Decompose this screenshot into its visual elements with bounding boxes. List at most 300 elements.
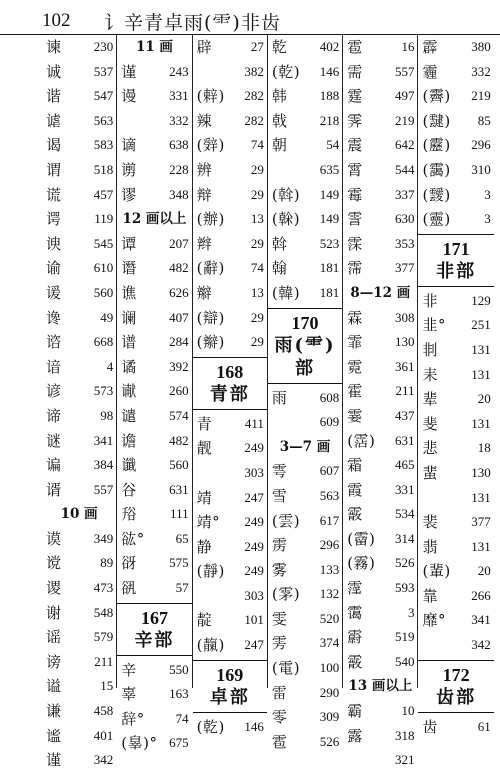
index-entry: [117, 682, 191, 707]
index-entry: [42, 232, 116, 257]
index-entry: [268, 158, 342, 183]
index-entry: [268, 607, 342, 632]
entry-character: (靈): [422, 210, 451, 229]
index-entry: [418, 84, 493, 109]
entry-page-number: 547: [93, 88, 114, 104]
entry-character: 雩: [271, 462, 288, 481]
entry-page-number: 54: [326, 137, 340, 153]
entry-page-number: 518: [93, 161, 114, 177]
entry-character: 蜚: [422, 463, 438, 482]
index-entry: [193, 608, 267, 633]
index-entry: [42, 650, 116, 675]
entry-page-number: 526: [319, 733, 340, 749]
index-entry: [418, 486, 493, 511]
entry-page-number: 260: [169, 383, 189, 399]
index-entry: [117, 658, 191, 683]
entry-page-number: 303: [244, 587, 264, 603]
index-entry: [268, 656, 342, 681]
index-entry: [418, 35, 493, 60]
entry-page-number: 563: [319, 487, 340, 503]
index-entry: [117, 232, 191, 257]
entry-page-number: 519: [394, 629, 415, 645]
radical-number: 170: [291, 312, 319, 333]
index-entry: [42, 625, 116, 650]
entry-character: 谡: [46, 579, 62, 598]
entry-character: 谒: [46, 136, 62, 155]
entry-character: 雳: [271, 536, 288, 555]
entry-page-number: 523: [319, 235, 340, 251]
entry-page-number: 290: [319, 684, 340, 700]
index-entry: [343, 551, 417, 576]
entry-page-number: 146: [244, 718, 264, 734]
entry-page-number: 437: [394, 407, 415, 423]
entry-page-number: 609: [319, 414, 340, 430]
index-entry: [117, 429, 191, 454]
entry-page-number: 131: [471, 538, 491, 554]
index-entry: [418, 133, 493, 158]
entry-page-number: 392: [169, 358, 189, 374]
entry-page-number: 384: [93, 457, 114, 473]
entry-page-number: 353: [394, 235, 415, 251]
entry-page-number: 332: [471, 63, 491, 79]
index-entry: [42, 35, 116, 60]
index-entry: [117, 576, 191, 601]
entry-page-number: 57: [175, 580, 189, 596]
entry-character: 辛: [121, 660, 137, 679]
entry-character: (雲): [271, 511, 301, 530]
index-entry: [268, 281, 342, 306]
entry-page-number: 247: [244, 489, 264, 505]
index-entry: [343, 625, 417, 650]
entry-page-number: 583: [93, 137, 114, 153]
entry-character: 谨: [46, 751, 62, 770]
entry-character: 谱: [121, 333, 137, 352]
entry-character: 谰: [121, 308, 137, 327]
entry-page-number: 211: [94, 653, 114, 669]
entry-character: 谳: [121, 382, 137, 401]
entry-character: 青: [196, 414, 213, 433]
index-entry: [117, 84, 191, 109]
index-entry: [42, 133, 116, 158]
index-entry: [343, 183, 417, 208]
entry-page-number: 266: [471, 587, 491, 603]
index-entry: [117, 551, 191, 576]
entry-page-number: 29: [250, 334, 264, 350]
radical-number: 171: [442, 238, 470, 259]
entry-character: 雨: [271, 388, 288, 407]
index-entry: [42, 183, 116, 208]
entry-character: (靉): [422, 185, 451, 204]
entry-page-number: 149: [319, 186, 340, 202]
index-entry: [42, 281, 116, 306]
entry-page-number: 610: [93, 260, 114, 276]
entry-page-number: 230: [93, 39, 114, 54]
entry-page-number: 348: [169, 186, 189, 202]
entry-character: 霞: [347, 480, 363, 499]
index-entry: [42, 674, 116, 699]
entry-page-number: 545: [93, 235, 114, 251]
entry-page-number: 3: [484, 211, 491, 227]
index-entry: [193, 412, 267, 437]
entry-character: 霉: [347, 185, 363, 204]
entry-character: 韭°: [422, 316, 446, 335]
entry-character: 谕: [46, 259, 62, 278]
entry-character: 斡: [271, 234, 288, 253]
entry-page-number: 247: [244, 637, 264, 653]
radical-name: 齿部: [436, 686, 477, 708]
index-entry: [418, 559, 493, 584]
entry-character: 辨: [196, 160, 213, 179]
index-entry: [268, 631, 342, 656]
entry-page-number: 310: [471, 161, 491, 177]
radical-name: 卓部: [209, 686, 250, 708]
entry-character: 谻: [121, 579, 137, 598]
index-entry: [343, 60, 417, 85]
entry-page-number: 13: [250, 284, 264, 300]
entry-page-number: 85: [477, 112, 491, 128]
entry-page-number: 219: [394, 112, 415, 128]
index-entry: [193, 60, 267, 85]
index-entry: [343, 379, 417, 404]
index-entry: [42, 207, 116, 232]
entry-character: 霾: [422, 62, 438, 81]
entry-character: 谩: [121, 87, 137, 106]
index-entry: [117, 404, 191, 429]
entry-character: (靝): [196, 636, 225, 655]
entry-page-number: 342: [93, 752, 114, 768]
entry-page-number: 163: [169, 686, 189, 702]
entry-page-number: 132: [319, 586, 340, 602]
entry-character: 谙: [46, 357, 62, 376]
entry-page-number: 218: [319, 112, 340, 128]
entry-character: 谏: [46, 38, 62, 56]
entry-character: 谞: [46, 480, 62, 499]
index-entry: [117, 109, 191, 134]
radical-section-heading: [268, 308, 342, 384]
index-entry: [193, 330, 267, 355]
entry-character: 霍: [347, 382, 363, 401]
entry-page-number: 560: [169, 457, 189, 473]
entry-page-number: 308: [394, 309, 415, 325]
entry-page-number: 131: [471, 415, 491, 431]
entry-character: 非: [422, 291, 438, 310]
entry-page-number: 74: [250, 260, 264, 276]
index-entry: [117, 707, 191, 732]
entry-page-number: 20: [477, 563, 491, 579]
index-entry: [268, 35, 342, 60]
entry-page-number: 458: [93, 703, 114, 719]
entry-page-number: 284: [169, 334, 189, 350]
entry-character: 谀: [46, 234, 62, 253]
entry-page-number: 130: [471, 464, 491, 480]
entry-page-number: 557: [93, 481, 114, 497]
index-column-1: [42, 35, 117, 770]
index-entry: [418, 387, 493, 412]
entry-character: (辦): [196, 210, 225, 229]
entry-page-number: 534: [394, 506, 415, 522]
entry-character: 霁: [347, 111, 363, 130]
stroke-count-heading: 8—12 画: [350, 284, 411, 301]
entry-character: (電): [271, 659, 301, 678]
entry-character: 零: [271, 708, 288, 727]
index-entry: [193, 461, 267, 486]
entry-character: 谗: [46, 308, 62, 327]
entry-character: (辤): [196, 136, 225, 155]
entry-character: 谔: [46, 210, 62, 229]
index-entry: [343, 478, 417, 503]
entry-page-number: 61: [477, 718, 491, 734]
index-entry: [268, 582, 342, 607]
stroke-count-heading: 10 画: [60, 506, 98, 523]
entry-character: 谢: [46, 603, 62, 622]
entry-page-number: 4: [106, 358, 114, 374]
entry-character: 谭: [121, 234, 137, 253]
entry-page-number: 411: [244, 415, 264, 431]
entry-page-number: 457: [93, 186, 114, 202]
index-entry: [42, 576, 116, 601]
entry-page-number: 377: [471, 514, 491, 530]
entry-character: 需: [347, 62, 363, 81]
entry-character: 辞°: [121, 709, 145, 728]
index-entry: [117, 256, 191, 281]
entry-character: 谐: [46, 87, 62, 106]
entry-page-number: 342: [471, 637, 491, 653]
entry-page-number: 635: [319, 161, 340, 177]
entry-page-number: 548: [93, 604, 114, 620]
index-entry: [418, 109, 493, 134]
entry-character: 齿: [422, 717, 438, 736]
entry-character: 谬: [121, 185, 137, 204]
index-entry: [418, 608, 493, 633]
index-entry: [42, 453, 116, 478]
entry-page-number: 74: [175, 710, 189, 726]
entry-character: 谨: [121, 62, 137, 81]
radical-section-heading: [193, 660, 267, 713]
entry-page-number: 20: [477, 391, 491, 407]
entry-page-number: 550: [169, 661, 189, 677]
entry-page-number: 642: [394, 137, 415, 153]
entry-page-number: 607: [319, 463, 340, 479]
entry-character: 霖: [347, 308, 363, 327]
index-column-6: [418, 35, 493, 736]
entry-character: (榦): [271, 210, 301, 229]
index-entry: [268, 484, 342, 509]
entry-page-number: 131: [471, 489, 491, 505]
entry-page-number: 630: [394, 211, 415, 227]
index-entry: [193, 158, 267, 183]
entry-character: 霹: [422, 38, 438, 56]
entry-character: 辈: [422, 390, 438, 409]
index-entry: [268, 232, 342, 257]
entry-character: 谦: [46, 702, 62, 721]
index-entry: [418, 535, 493, 560]
entry-page-number: 526: [394, 555, 415, 571]
entry-character: 静: [196, 537, 213, 556]
radical-number: 169: [216, 664, 244, 685]
stroke-count-heading: 11 画: [135, 39, 173, 55]
entry-character: (辮): [196, 333, 225, 352]
entry-page-number: 497: [394, 88, 415, 104]
entry-character: 谵: [121, 431, 137, 450]
entry-character: 韩: [271, 87, 288, 106]
entry-character: 霪: [347, 579, 363, 598]
entry-character: 裴: [422, 513, 438, 532]
index-entry: [193, 281, 267, 306]
index-entry: [193, 232, 267, 257]
index-entry: [343, 650, 417, 675]
entry-page-number: 382: [244, 63, 264, 79]
index-entry: [268, 183, 342, 208]
entry-page-number: 321: [394, 752, 415, 768]
index-entry: [193, 535, 267, 560]
entry-page-number: 332: [169, 112, 189, 128]
entry-character: 霏: [347, 333, 363, 352]
radical-section-heading: [193, 357, 267, 410]
entry-page-number: 18: [477, 440, 491, 456]
entry-page-number: 563: [93, 112, 114, 128]
entry-character: (霤): [347, 529, 376, 548]
index-entry: [418, 289, 493, 314]
index-entry: [117, 183, 191, 208]
entry-character: 谫: [121, 160, 137, 179]
entry-page-number: 251: [471, 317, 491, 333]
entry-page-number: 133: [319, 561, 340, 577]
entry-page-number: 303: [244, 464, 264, 480]
index-entry: [268, 133, 342, 158]
entry-character: 霓: [347, 357, 363, 376]
entry-page-number: 482: [169, 432, 189, 448]
entry-character: (靜): [196, 562, 225, 581]
entry-page-number: 146: [319, 63, 340, 79]
index-entry: [343, 330, 417, 355]
index-entry: [117, 133, 191, 158]
entry-character: 翰: [271, 259, 288, 278]
entry-page-number: 617: [319, 512, 340, 528]
index-entry: [193, 510, 267, 535]
radical-section-heading: [418, 660, 493, 713]
entry-character: (輩): [422, 562, 451, 581]
entry-character: 霰: [347, 505, 363, 524]
entry-character: 靛: [196, 611, 213, 630]
entry-character: 辜: [121, 685, 137, 704]
entry-page-number: 149: [319, 211, 340, 227]
index-entry: [193, 715, 267, 740]
entry-character: 霭: [347, 603, 363, 622]
radical-name: 雨(⻗)部: [274, 334, 336, 379]
index-entry: [117, 60, 191, 85]
index-entry: [193, 584, 267, 609]
index-entry: [268, 109, 342, 134]
index-entry: [343, 109, 417, 134]
entry-character: (斡): [271, 185, 301, 204]
radical-number: 168: [216, 361, 244, 382]
entry-page-number: 402: [319, 39, 340, 54]
entry-page-number: 631: [394, 432, 415, 448]
entry-character: 辩: [196, 185, 213, 204]
index-entry: [418, 158, 493, 183]
index-entry: [418, 461, 493, 486]
entry-character: 谤: [46, 652, 62, 671]
entry-character: 雱: [271, 634, 288, 653]
header-title: 讠辛青卓雨(⻗)非齿: [104, 12, 281, 34]
entry-character: 谟: [46, 529, 62, 548]
entry-page-number: 249: [244, 563, 264, 579]
entry-page-number: 101: [244, 612, 264, 628]
index-entry: [42, 84, 116, 109]
entry-page-number: 573: [93, 383, 114, 399]
entry-page-number: 537: [93, 63, 114, 79]
entry-character: (乾): [271, 62, 301, 81]
entry-page-number: 131: [471, 341, 491, 357]
index-entry: [268, 84, 342, 109]
entry-character: 谠: [46, 554, 62, 573]
entry-character: (雺): [271, 585, 301, 604]
entry-page-number: 282: [244, 112, 264, 128]
entry-character: 露: [347, 726, 363, 745]
stroke-count-heading: 13 画以上: [348, 678, 413, 695]
index-entry: [42, 60, 116, 85]
entry-character: (霽): [422, 87, 451, 106]
index-entry: [268, 730, 342, 755]
stroke-count-heading: 3—7 画: [279, 438, 331, 455]
entry-character: 斐: [422, 414, 438, 433]
index-entry: [268, 459, 342, 484]
entry-character: 谪: [121, 136, 137, 155]
index-entry: [193, 84, 267, 109]
entry-page-number: 675: [169, 735, 189, 751]
entry-character: 雯: [271, 609, 288, 628]
entry-page-number: 318: [394, 727, 415, 743]
entry-page-number: 465: [394, 457, 415, 473]
entry-page-number: 626: [169, 284, 189, 300]
entry-page-number: 181: [319, 260, 340, 276]
index-entry: [117, 281, 191, 306]
index-entry: [418, 584, 493, 609]
index-entry: [343, 748, 417, 773]
entry-page-number: 188: [319, 88, 340, 104]
entry-page-number: 3: [484, 186, 491, 202]
index-entry: [193, 133, 267, 158]
entry-page-number: 100: [319, 660, 340, 676]
entry-character: (辢): [196, 87, 225, 106]
index-entry: [42, 724, 116, 749]
radical-number: 167: [140, 607, 168, 628]
entry-page-number: 211: [395, 383, 415, 399]
index-entry: [42, 158, 116, 183]
entry-page-number: 129: [471, 292, 491, 308]
entry-character: 谸: [121, 505, 137, 524]
entry-character: 霨: [347, 628, 363, 647]
entry-character: 霄: [347, 160, 363, 179]
entry-character: 雾: [271, 560, 288, 579]
entry-page-number: 228: [169, 161, 189, 177]
entry-page-number: 243: [169, 63, 189, 79]
index-entry: [418, 338, 493, 363]
index-entry: [193, 436, 267, 461]
entry-character: 霜: [347, 456, 363, 475]
index-entry: [343, 207, 417, 232]
entry-page-number: 16: [401, 39, 415, 54]
radical-section-heading: [418, 234, 493, 287]
index-entry: [268, 410, 342, 435]
entry-page-number: 575: [169, 555, 189, 571]
entry-character: 靡°: [422, 611, 446, 630]
entry-character: 谧: [46, 726, 62, 745]
entry-character: 谚: [46, 382, 62, 401]
entry-character: 谹°: [121, 529, 145, 548]
index-entry: [343, 724, 417, 749]
index-column-4: [268, 35, 343, 751]
